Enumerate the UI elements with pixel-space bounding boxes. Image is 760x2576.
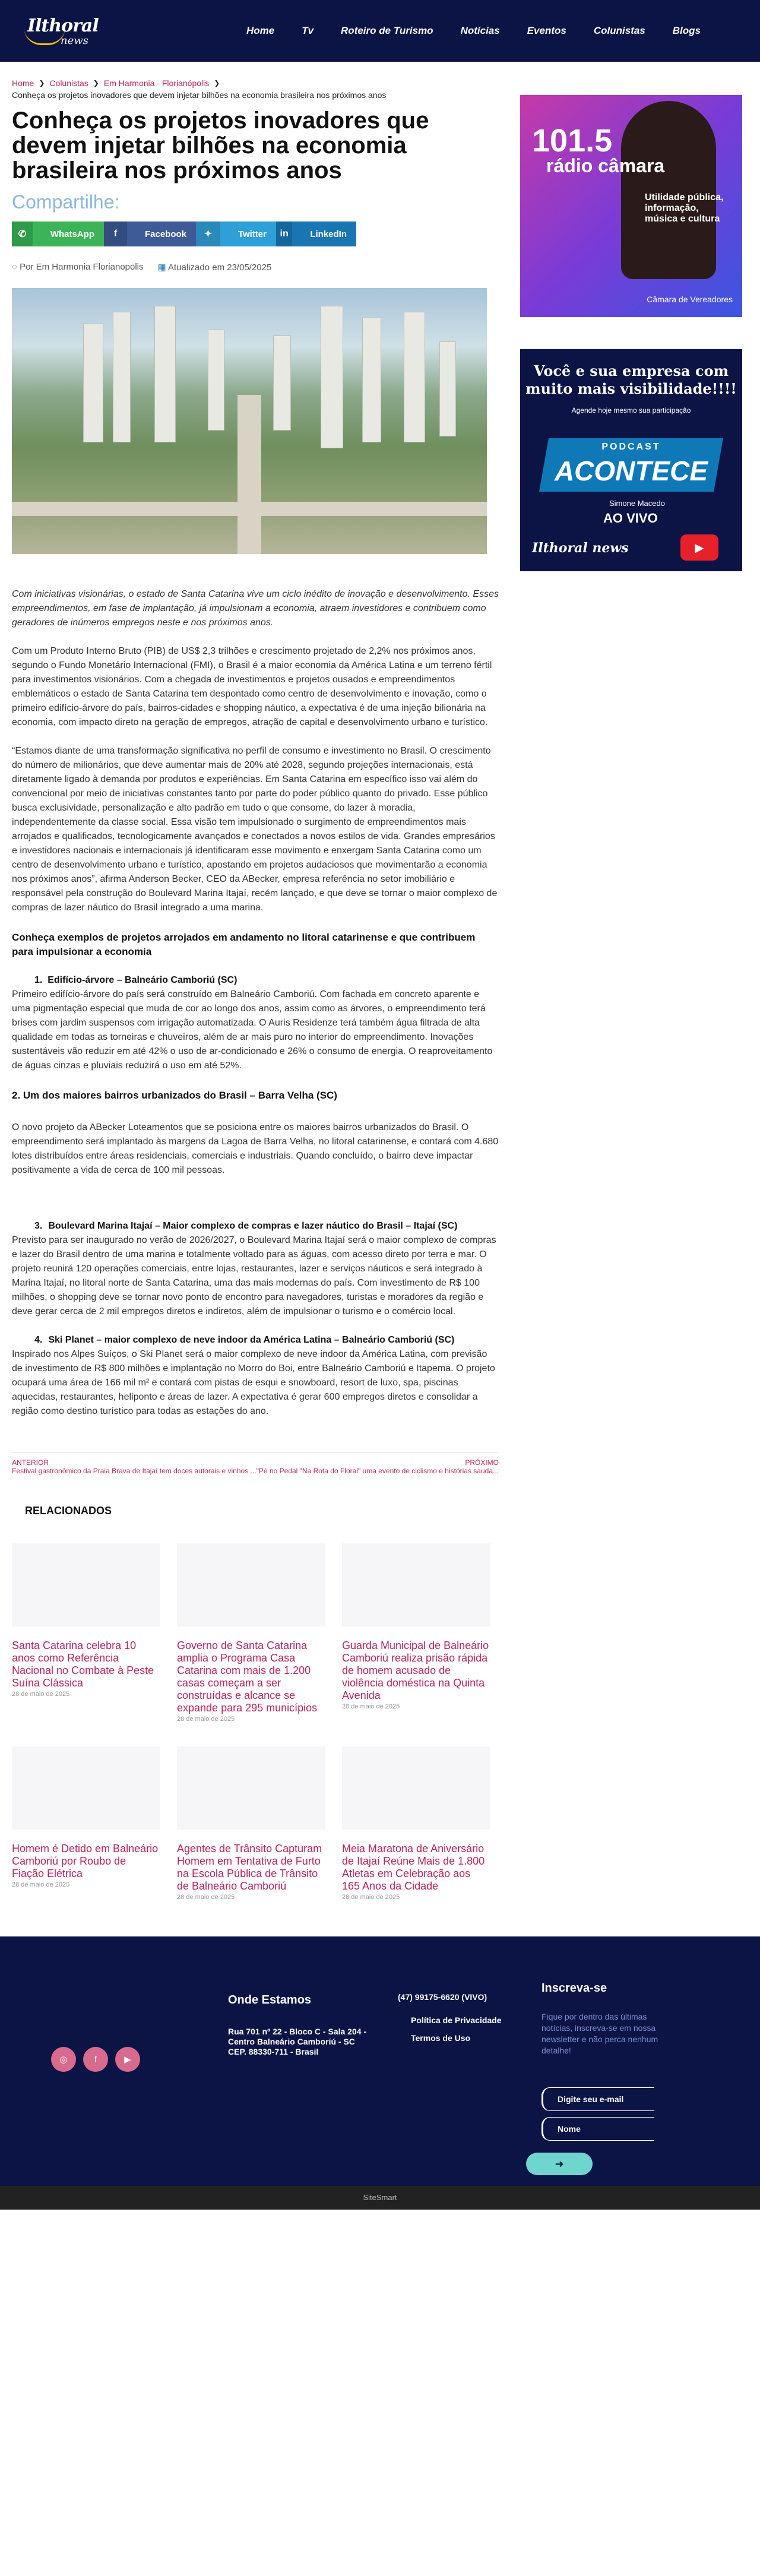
next-title: "Pé no Pedal "Na Rota do Floral" uma evento de ciclismo e histórias sauda... <box>256 1467 499 1475</box>
ad-logo: Ilthoral news <box>532 540 629 556</box>
card-title[interactable]: Meia Maratona de Aniversário de Itajaí Reúne Mais de 1.800 Atletas em Celebração aos 165 Anos da Cidade <box>342 1843 485 1892</box>
nav-colunistas[interactable]: Colunistas <box>593 25 645 36</box>
nav-blogs[interactable]: Blogs <box>672 25 701 36</box>
list-item <box>12 973 499 1073</box>
ad-frequency: 101.5 <box>532 123 613 159</box>
site-footer <box>0 1936 760 2186</box>
footer-address: Rua 701 nº 22 - Bloco C - Sala 204 - Centro Balneário Camboriú - SC CEP. 88330-711 - Brasil <box>228 2027 367 2056</box>
list-item-number: 4. <box>34 1335 43 1345</box>
list-item-title: 1. <box>34 975 48 985</box>
page-container <box>0 62 760 1901</box>
ad-caption: Utilidade pública, informação, música e cultura <box>645 192 724 224</box>
card-date: 28 de maio de 2025 <box>342 1894 400 1901</box>
nav-home[interactable]: Home <box>246 25 275 36</box>
card-title[interactable]: Guarda Municipal de Balneário Camboriú realiza prisão rápida de homem acusado de violência doméstica na Quinta Avenida <box>342 1640 489 1701</box>
card-thumbnail <box>342 1543 490 1626</box>
share-bar <box>12 221 499 246</box>
card-thumbnail <box>12 1746 160 1830</box>
podcast-host: Simone Macedo <box>609 499 665 508</box>
breadcrumb-colunistas[interactable]: Colunistas <box>49 78 88 88</box>
prev-post-link[interactable] <box>12 1458 256 1475</box>
privacy-link[interactable]: Política de Privacidade <box>411 2015 502 2025</box>
ad-org: Câmara de Vereadores <box>647 295 733 304</box>
ad-subtitle: Agende hoje mesmo sua participação <box>571 406 691 414</box>
site-logo[interactable] <box>24 14 119 48</box>
subscribe-description: Fique por dentro das últimas notícias, inscreva-se em nossa newsletter e não perca nenhum detalhe! <box>542 2012 658 2055</box>
article-paragraph: Com um Produto Interno Bruto (PIB) de US$ 2,3 trilhões e crescimento projetado de 2,2% nos próximos anos, segundo o Fundo Monetário Internacional (FMI), o Brasil é a maior economia da América Latina e um terreno fértil para investimentos visionários. Com a chegada de investimentos e projetos ousados e empreendimentos emblemáticos o estado de Santa Catarina tem despontado como centro de desenvolvimento e inovação, como o primeiro edifício-árvore do país, bairros-cidades e shopping náutico, a expectativa é de uma injeção bilionária na economia, com impacto direto na geração de empregos, atração de capital e desenvolvimento urbano e turístico. <box>12 646 492 727</box>
prev-label: ANTERIOR <box>12 1458 49 1467</box>
next-post-link[interactable] <box>256 1458 499 1475</box>
related-card[interactable] <box>177 1543 325 1723</box>
page-title: Conheça os projetos inovadores que devem injetar bilhões na economia brasileira nos próximos anos <box>12 107 429 183</box>
instagram-icon[interactable]: ◎ <box>51 2047 76 2072</box>
author <box>12 262 144 273</box>
list-item-text: Inspirado nos Alpes Suíços, o Ski Planet será o maior complexo de neve indoor da América Latina, com previsão de investimento de R$ 800 milhões e implantação no Morro do Boi, entre Balneário Camboriú e Itapema. O projeto ocupará uma área de 166 mil m² e contará com pistas de esqui e snowboard, resort de luxo, spa, piscinas aquecidas, restaurantes, heliponto e áreas de lazer. A expectativa é gerar 600 empregos diretos e consolidar a região como destino turístico para todas as estações do ano. <box>12 1349 495 1416</box>
breadcrumb-home[interactable]: Home <box>12 78 34 88</box>
card-date: 28 de maio de 2025 <box>12 1691 70 1698</box>
list-item-title: Edifício-árvore – Balneário Camboriú (SC) <box>48 975 238 985</box>
ad-person-image <box>621 101 716 279</box>
updated-label: Atualizado em 23/05/2025 <box>168 262 272 273</box>
prev-title: Festival gastronômico da Praia Brava de Itajaí tem doces autorais e vinhos ... <box>12 1467 256 1475</box>
post-navigation <box>12 1452 499 1475</box>
email-field[interactable]: Digite seu e-mail <box>542 2087 654 2111</box>
whatsapp-icon: ✆ <box>12 221 33 246</box>
nav-eventos[interactable]: Eventos <box>527 25 566 36</box>
list-item <box>12 1219 499 1319</box>
terms-link[interactable]: Termos de Uso <box>411 2033 471 2043</box>
subscribe-submit-button[interactable]: ➜ <box>526 2153 593 2175</box>
list-item-number: 3. <box>34 1221 43 1231</box>
logo-main: Ilthoral <box>27 15 99 36</box>
nav-roteiro[interactable]: Roteiro de Turismo <box>341 25 433 36</box>
share-whatsapp-label: WhatsApp <box>50 229 94 239</box>
card-thumbnail <box>342 1746 490 1830</box>
breadcrumb-column[interactable]: Em Harmonia - Florianópolis <box>103 78 210 88</box>
share-twitter-button[interactable] <box>196 221 276 246</box>
site-header <box>0 0 760 62</box>
card-date: 28 de maio de 2025 <box>177 1716 235 1723</box>
share-facebook-label: Facebook <box>144 229 186 239</box>
article-meta <box>12 262 499 273</box>
share-whatsapp-button[interactable] <box>12 221 104 246</box>
related-grid <box>12 1543 499 1901</box>
youtube-icon[interactable]: ▶ <box>115 2047 140 2072</box>
share-facebook-button[interactable] <box>104 221 196 246</box>
footer-phone[interactable]: (47) 99175-6620 (VIVO) <box>398 1992 487 2002</box>
related-card[interactable] <box>12 1543 160 1723</box>
related-card[interactable] <box>12 1746 160 1901</box>
article-hero-image <box>12 288 487 554</box>
list-item-text: Primeiro edifício-árvore do país será construído em Balneário Camboriú. Com fachada em concreto aparente e uma pigmentação especial que muda de cor ao longo dos anos, assim como as árvores, o empreendimento terá brises com jardim suspensos com irrigação automatizada. O Auris Residenze terá também água filtrada de alta qualidade em todas as torneiras e chuveiros, além de ar mais puro no interior do empreendimento. Inovações sustentáveis vão reduzir em até 42% o uso de ar-condicionado e 26% o consumo de energia. O reaproveitamento de águas cinzas e pluviais reduzirá o uso em até 52%. <box>12 989 493 1071</box>
nav-noticias[interactable]: Notícias <box>460 25 500 36</box>
footer-credit[interactable]: SiteSmart <box>0 2186 760 2210</box>
related-card[interactable] <box>342 1543 490 1723</box>
list-item <box>12 1333 499 1419</box>
article-paragraph: O novo projeto da ABecker Loteamentos que se posiciona entre os maiores bairros urbanizados do Brasil. O empreendimento será implantado às margens da Lagoa de Barra Velha, no litoral catarinense, e contará com 4.680 lotes distribuídos entre áreas residenciais, comerciais e industriais. Quando concluído, o bairro deve impactar positivamente a vida de cerca de 100 mil pessoas. <box>12 1122 499 1175</box>
updated-date <box>158 262 272 273</box>
card-thumbnail <box>12 1543 160 1626</box>
chevron-right-icon: ❯ <box>39 79 45 87</box>
ad-title: Você e sua empresa com muito mais visibilidade!!!! <box>525 362 737 397</box>
chevron-right-icon: ❯ <box>214 79 220 87</box>
nav-tv[interactable]: Tv <box>302 25 314 36</box>
share-linkedin-button[interactable] <box>276 221 356 246</box>
card-title[interactable]: Agentes de Trânsito Capturam Homem em Tentativa de Furto na Escola Pública de Trânsito de Balneário Camboriú <box>177 1843 322 1892</box>
social-links <box>51 2047 140 2072</box>
facebook-icon[interactable]: f <box>83 2047 108 2072</box>
linkedin-icon: in <box>276 221 292 246</box>
radio-camara-ad[interactable] <box>520 95 742 317</box>
user-icon: ◌ <box>12 262 20 272</box>
related-card[interactable] <box>342 1746 490 1901</box>
ad-radio-name: rádio câmara <box>546 155 665 176</box>
list-item-title: Boulevard Marina Itajaí – Maior complexo de compras e lazer náutico do Brasil – Itajaí (SC) <box>48 1221 458 1231</box>
related-card[interactable] <box>177 1746 325 1901</box>
main-nav <box>246 25 701 37</box>
card-title[interactable]: Governo de Santa Catarina amplia o Programa Casa Catarina com mais de 1.200 casas começam a ser construídas e alcance se expande para 295 municípios <box>177 1640 318 1714</box>
name-field[interactable]: Nome <box>542 2117 654 2141</box>
card-date: 28 de maio de 2025 <box>12 1881 70 1888</box>
youtube-icon[interactable]: ▶ <box>680 534 718 561</box>
article-subheading: 2. Um dos maiores bairros urbanizados do Brasil – Barra Velha (SC) <box>12 1090 337 1101</box>
calendar-icon: ▦ <box>157 262 169 273</box>
sidebar <box>520 62 752 1901</box>
author-name: Por Em Harmonia Florianopolis <box>20 262 144 272</box>
podcast-name: ACONTECE <box>554 455 708 486</box>
chevron-right-icon: ❯ <box>93 79 99 87</box>
article-main <box>12 62 499 1901</box>
card-thumbnail <box>177 1543 325 1626</box>
podcast-label: PODCAST <box>601 442 661 452</box>
card-thumbnail <box>177 1746 325 1830</box>
list-item-text: Previsto para ser inaugurado no verão de 2026/2027, o Boulevard Marina Itajaí será o maior complexo de compras e lazer do Brasil dentro de uma marina e totalmente voltado para as águas, com acesso direto por terra e mar. O projeto reunirá 120 operações comerciais, entre lojas, restaurantes, lazer e serviços náuticos e será integrado à Marina Itajaí, no litoral norte de Santa Catarina, uma das mais modernas do país. Com investimento de R$ 100 milhões, o shopping deve se tornar novo ponto de encontro para navegadores, turistas e moradores da região e deve gerar cerca de 2 mil empregos diretos e indiretos, além de impulsionar o turismo e o comércio local. <box>12 1235 496 1317</box>
share-label: Compartilhe: <box>12 191 120 213</box>
card-title[interactable]: Homem é Detido em Balneário Camboriú por Roubo de Fiação Elétrica <box>12 1843 159 1879</box>
podcast-live: AO VIVO <box>603 511 658 526</box>
breadcrumb-current: Conheça os projetos inovadores que devem injetar bilhões na economia brasileira nos próximos anos <box>12 90 387 100</box>
logo-sub: news <box>61 34 88 47</box>
twitter-icon: ✦ <box>196 221 220 246</box>
card-title[interactable]: Santa Catarina celebra 10 anos como Referência Nacional no Combate à Peste Suína Clássica <box>12 1640 154 1689</box>
footer-location-heading: Onde Estamos <box>228 1993 312 2007</box>
related-heading: RELACIONADOS <box>25 1505 112 1517</box>
card-date: 28 de maio de 2025 <box>177 1894 235 1901</box>
article-paragraph: “Estamos diante de uma transformação significativa no perfil de consumo e investimento no Brasil. O crescimento do número de milionários, que deve aumentar mais de 20% até 2028, segundo projeções internacionais, está diretamente ligado à demanda por produtos e experiências. Em Santa Catarina em específico isso vai além do convencional por meio de iniciativas constantes tanto por parte do poder público quanto do privado. Esse público busca exclusividade, personalização e alto padrão em tudo o que consome, do lazer à moradia, independentemente da classe social. Essa visão tem impulsionado o surgimento de empreendimentos mais arrojados e qualificados, tecnologicamente avançados e conectados a novos estilos de vida. Grandes empresários e investidores nacionais e internacionais já identificaram esse movimento e enxergam Santa Catarina como um centro de desenvolvimento urbano e turístico, apostando em projetos audaciosos que movimentarão a economia nos próximos anos”, afirma Anderson Becker, CEO da ABecker, empresa referência no setor imobiliário e responsável pela construção do Boulevard Marina Itajaí, recém lançado, e que deve se tornar o maior complexo de compras de lazer náutico do Brasil integrado a uma marina. <box>12 746 498 913</box>
footer-links <box>411 2011 502 2047</box>
list-item-title: Ski Planet – maior complexo de neve indoor da América Latina – Balneário Camboriú (SC) <box>48 1335 455 1345</box>
breadcrumb <box>12 78 499 88</box>
article-subheading: Conheça exemplos de projetos arrojados em andamento no litoral catarinense e que contribuem para impulsionar a economia <box>12 932 476 957</box>
article-lead: Com iniciativas visionárias, o estado de Santa Catarina vive um ciclo inédito de inovação e desenvolvimento. Esses empreendimentos, em fase de implantação, já impulsionam a economia, atraem investidores e contribuem como geradores de inúmeros empregos neste e nos próximos anos. <box>12 589 499 628</box>
subscribe-heading: Inscreva-se <box>542 1982 607 1995</box>
facebook-icon: f <box>104 221 127 246</box>
card-date: 28 de maio de 2025 <box>342 1703 400 1710</box>
share-twitter-label: Twitter <box>238 229 267 239</box>
share-linkedin-label: LinkedIn <box>310 229 347 239</box>
next-label: PRÓXIMO <box>465 1458 499 1467</box>
podcast-ad[interactable] <box>520 349 742 571</box>
